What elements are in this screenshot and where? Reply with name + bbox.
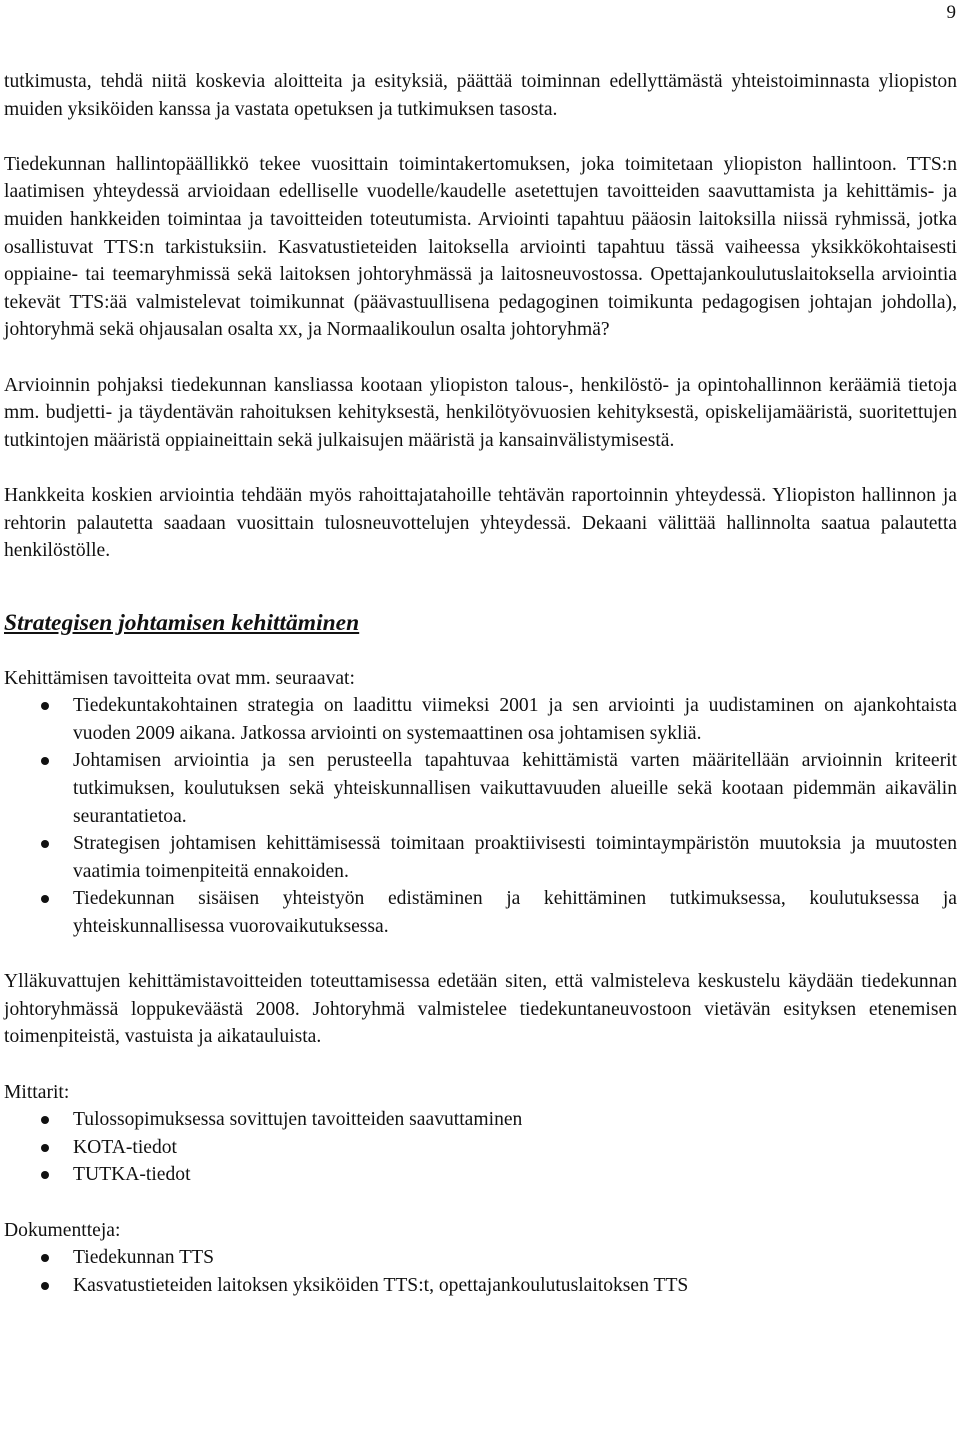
metric-text: Tulossopimuksessa sovittujen tavoitteiden saavuttaminen [73, 1109, 523, 1131]
goals-intro: Kehittämisen tavoitteita ovat mm. seuraavat: [4, 667, 355, 689]
goal-text: Tiedekuntakohtainen strategia on laadittu viimeksi 2001 ja sen arviointi ja uudistaminen on ajankohtaista vuoden 2009 aikana. Jatkossa arviointi on systemaattinen osa johtamisen sykliä. [73, 695, 957, 744]
paragraph-evaluation: Tiedekunnan hallintopäällikkö tekee vuosittain toimintakertomuksen, joka toimitetaan yliopiston hallintoon. TTS:n laatimisen yhteydessä arvioidaan edelliselle vuodelle/kaudelle asetettujen tavoitteiden saavuttamista ja kehittämis- ja muiden hankkeiden toimintaa ja tavoitteiden toteutumista. Arviointi tapahtuu pääosin laitoksilla niissä ryhmissä, jotka osallistuvat TTS:n tarkistuksiin. Kasvatustieteiden laitoksella arviointi tapahtuu tässä vaiheessa yksikkökohtaisesti oppiaine- tai teemaryhmissä sekä laitoksen johtoryhmässä ja laitosneuvostossa. Opettajankoulutuslaitoksella arviointia tekevät TTS:ää valmistelevat toimikunnat (päävastuullisena pedagoginen toimikunta pedagogisen johtajan johdolla), johtoryhmä sekä ohjausalan osalta xx, ja Normaalikoulun osalta johtoryhmä? [4, 153, 957, 341]
paragraph-closing: Ylläkuvattujen kehittämistavoitteiden toteuttamisessa edetään siten, että valmisteleva keskustelu käydään tiedekunnan johtoryhmässä loppukeväästä 2008. Johtoryhmä valmistelee tiedekuntaneuvostoon vietävän esityksen etenemisen toimenpiteistä, vastuista ja aikatauluista. [4, 971, 957, 1048]
bullet-icon [41, 1254, 49, 1262]
bullet-icon [41, 757, 49, 765]
metrics-list [4, 1106, 957, 1189]
goal-text: Strategisen johtamisen kehittämisessä toimitaan proaktiivisesti toimintaympäristön muutoksia ja muutosten vaatimia toimenpiteitä ennakoiden. [73, 833, 957, 882]
goal-text: Johtamisen arviointia ja sen perusteella tapahtuvaa kehittämistä varten määritellään arvioinnin kriteerit tutkimuksen, koulutuksen sekä yhteiskunnallisen vaikuttavuuden alueille sekä kootaan pidemmän aikavälin seurantatietoa. [73, 750, 957, 827]
bullet-icon [41, 702, 49, 710]
document-body [4, 68, 957, 1299]
bullet-icon [41, 1282, 49, 1290]
goal-text: Tiedekunnan sisäisen yhteistyön edistäminen ja kehittäminen tutkimuksessa, koulutuksessa ja yhteiskunnallisessa vuorovaikutuksessa. [73, 888, 957, 938]
list-item [4, 692, 957, 747]
document-text: Kasvatustieteiden laitoksen yksiköiden TTS:t, opettajankoulutuslaitoksen TTS [73, 1274, 689, 1296]
list-item [4, 747, 957, 830]
metric-text: KOTA-tiedot [73, 1136, 177, 1158]
list-item [4, 1272, 957, 1300]
page-number: 9 [946, 2, 956, 23]
bullet-icon [41, 1116, 49, 1124]
document-text: Tiedekunnan TTS [73, 1247, 214, 1269]
list-item [4, 1134, 957, 1162]
paragraph-intro: tutkimusta, tehdä niitä koskevia aloitteita ja esityksiä, päättää toiminnan edellyttämästä yhteistoiminnasta yliopiston muiden yksiköiden kanssa ja vastata opetuksen ja tutkimuksen tasosta. [4, 71, 957, 120]
metrics-label: Mittarit: [4, 1081, 70, 1103]
list-item [4, 1161, 957, 1189]
documents-label: Dokumentteja: [4, 1219, 121, 1241]
list-item [4, 885, 957, 940]
metric-text: TUTKA-tiedot [73, 1164, 191, 1186]
bullet-icon [41, 1144, 49, 1152]
paragraph-basis: Arvioinnin pohjaksi tiedekunnan kansliassa kootaan yliopiston talous-, henkilöstö- ja opintohallinnon keräämiä tietoja mm. budjetti- ja täydentävän rahoituksen kehityksestä, henkilötyövuosien kehityksestä, opiskelijamääristä, suoritettujen tutkintojen määristä oppiaineittain sekä julkaisujen määristä ja kansainvälistymisestä. [4, 374, 957, 451]
section-heading: Strategisen johtamisen kehittäminen [4, 609, 360, 636]
bullet-icon [41, 895, 49, 903]
bullet-icon [41, 1171, 49, 1179]
list-item [4, 1244, 957, 1272]
goals-list [4, 692, 957, 940]
list-item [4, 830, 957, 885]
paragraph-feedback: Hankkeita koskien arviointia tehdään myös rahoittajatahoille tehtävän raportoinnin yhteydessä. Yliopiston hallinnon ja rehtorin palautetta saadaan vuosittain tulosneuvottelujen yhteydessä. Dekaani välittää hallinnolta saatua palautetta henkilöstölle. [4, 484, 957, 562]
documents-list [4, 1244, 957, 1299]
list-item [4, 1106, 957, 1134]
bullet-icon [41, 840, 49, 848]
